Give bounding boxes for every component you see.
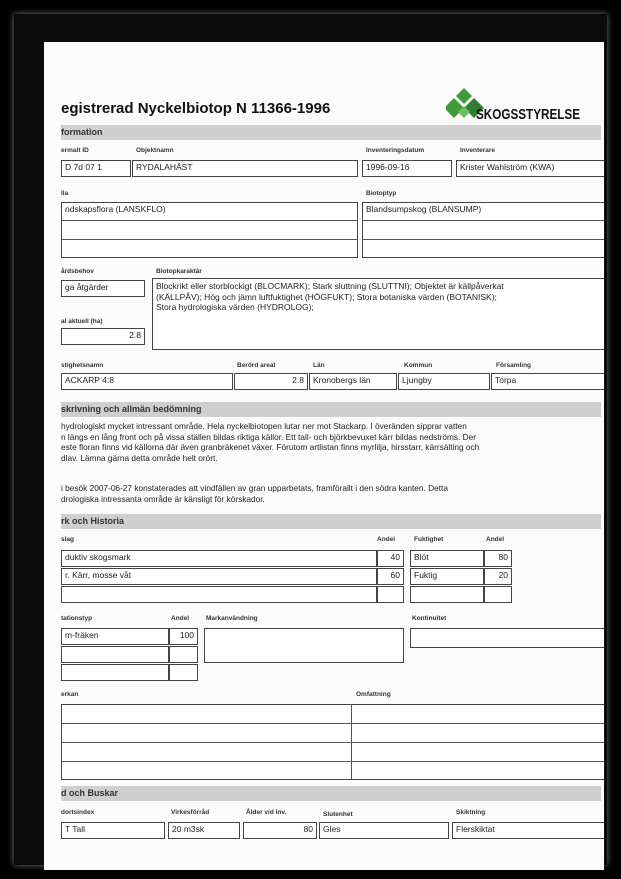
- area-field: 2.8: [61, 328, 145, 345]
- mark-share-cell: 60: [377, 568, 404, 585]
- mark-type-row: duktiv skogsmark: [61, 550, 377, 567]
- vegetation-row: [61, 664, 169, 681]
- care-field: ga åtgärder: [61, 280, 145, 297]
- document-title: egistrerad Nyckelbiotop N 11366-1996: [61, 100, 331, 117]
- inventory-date-field: 1996-09-16: [362, 160, 452, 177]
- effects-label: erkan: [61, 691, 79, 698]
- moisture-row: Fuktig: [410, 568, 484, 585]
- logo-text: SKOGSSTYRELSE: [476, 106, 581, 123]
- age-field: 80: [243, 822, 317, 839]
- section-trees-shrubs: d och Buskar: [61, 786, 601, 801]
- land-use-label: Markanvändning: [206, 615, 258, 622]
- property-name-field: ACKARP 4:8: [61, 373, 233, 390]
- fa-label: lla: [61, 190, 69, 197]
- volume-field: 20 m3sk: [168, 822, 240, 839]
- vegetation-share-cell: 100: [169, 628, 198, 645]
- vegetation-row: [61, 646, 169, 663]
- moisture-share-label: Andel: [486, 536, 505, 543]
- skogsstyrelsen-logo: [446, 86, 596, 130]
- biotope-type-label: Biotoptyp: [366, 190, 397, 197]
- extent-label: Omfattning: [356, 691, 391, 698]
- volume-label: Virkesförråd: [171, 809, 210, 816]
- area-label: al aktuell (ha): [61, 318, 103, 325]
- moisture-label: Fuktighet: [414, 536, 444, 543]
- biotope-row-divider: [362, 239, 604, 240]
- character-line: Blockrikt eller storblockigt (BLOCMARK); Stark sluttning (SLUTTNI); Objektet är källpåverkat: [156, 281, 504, 291]
- affected-area-label: Berörd areal: [237, 362, 276, 369]
- id-field: D 7d 07 1: [61, 160, 131, 177]
- site-index-field: T Tall: [61, 822, 165, 839]
- description-line: dlav. Lämna gärna detta område helt orört.: [61, 452, 218, 463]
- layering-field: Flerskiktat: [452, 822, 604, 839]
- land-use-field: [204, 628, 404, 663]
- description-line: este floran finns vid källorna där även granbräkenet växer. Förutom artlistan finns myrlilja, hirsstarr, kärrsälting och: [61, 442, 480, 452]
- description-line: i besök 2007-06-27 konstaterades att vindfällen av gran upparbetats, framförallt i den södra kanten. Detta: [61, 483, 448, 493]
- closure-label: Slutenhet: [323, 811, 353, 818]
- vegetation-share-cell: [169, 646, 198, 663]
- fa-row-divider: [61, 239, 358, 240]
- character-line: (KÄLLPÅV); Hög och jämn luftfuktighet (HÖGFUKT); Stora botaniska värden (BOTANISK);: [156, 291, 497, 302]
- vegetation-share-cell: [169, 664, 198, 681]
- object-name-label: Objektnamn: [136, 147, 174, 154]
- county-field: Kronobergs län: [309, 373, 397, 390]
- county-label: Län: [313, 362, 325, 369]
- mark-type-label: slag: [61, 536, 75, 543]
- fa-row-divider: [61, 220, 358, 221]
- fa-field: ndskapsflora (LANSKFLO): [61, 202, 358, 258]
- biotope-row-divider: [362, 220, 604, 221]
- closure-field: Gles: [319, 822, 449, 839]
- inventory-date-label: Inventeringsdatum: [366, 147, 425, 154]
- vegetation-type-label: tationstyp: [61, 615, 93, 622]
- photo-frame: [14, 14, 607, 865]
- layering-label: Skiktning: [456, 809, 486, 816]
- age-label: Ålder vid inv.: [246, 809, 287, 816]
- mark-share-label: Andel: [377, 536, 396, 543]
- mark-type-row: r. Kärr, mosse våt: [61, 568, 377, 585]
- character-label: Biotopkaraktär: [156, 268, 202, 275]
- inventor-field: Krister Wahlström (KWA): [456, 160, 604, 177]
- continuity-label: Kontinuitet: [412, 615, 447, 622]
- character-line: Stora hydrologiska värden (HYDROLOG);: [156, 302, 314, 312]
- moisture-share-cell: [484, 586, 512, 603]
- id-label: ermalt ID: [61, 147, 89, 154]
- care-label: årdsbehov: [61, 268, 94, 275]
- description-text-2: [61, 483, 601, 504]
- moisture-row: Blöt: [410, 550, 484, 567]
- parish-label: Församling: [496, 362, 532, 369]
- parish-field: Torpa: [491, 373, 604, 390]
- municipality-label: Kommun: [404, 362, 433, 369]
- moisture-share-cell: 20: [484, 568, 512, 585]
- moisture-row: [410, 586, 484, 603]
- mark-share-cell: 40: [377, 550, 404, 567]
- character-field: [152, 278, 604, 350]
- description-text: [61, 421, 601, 463]
- document-page: [44, 42, 604, 870]
- effects-row-divider: [61, 761, 604, 762]
- inventor-label: Inventerare: [460, 147, 496, 154]
- description-line: hydrologiskt mycket intressant område. Hela nyckelbiotopen lutar ner mot Stackarp. I överänden sipprar vatten: [61, 421, 467, 431]
- description-line: n längs en lång front och på vissa ställen bildas riktiga källor. Ett tall- och björkbevuxet kärr bildas nedströms. Der: [61, 431, 477, 442]
- mark-type-row: [61, 586, 377, 603]
- continuity-field: [410, 628, 604, 648]
- section-mark-history: rk och Historia: [61, 514, 601, 529]
- biotope-type-field: Blandsumpskog (BLANSUMP): [362, 202, 604, 258]
- vegetation-row: m-fräken: [61, 628, 169, 645]
- moisture-share-cell: 80: [484, 550, 512, 567]
- effects-row-divider: [61, 723, 604, 724]
- object-name-field: RYDALAHÄST: [132, 160, 358, 177]
- mark-share-cell: [377, 586, 404, 603]
- vegetation-share-label: Andel: [171, 615, 190, 622]
- section-information: formation: [61, 125, 601, 140]
- effects-row-divider: [61, 742, 604, 743]
- affected-area-field: 2.8: [234, 373, 308, 390]
- site-index-label: dortsindex: [61, 809, 95, 816]
- description-line: drologiska intressanta område är känsligt för körskador.: [61, 493, 265, 504]
- section-description: skrivning och allmän bedömning: [61, 402, 601, 417]
- property-name-label: stighetsnamn: [61, 362, 104, 369]
- municipality-field: Ljungby: [398, 373, 490, 390]
